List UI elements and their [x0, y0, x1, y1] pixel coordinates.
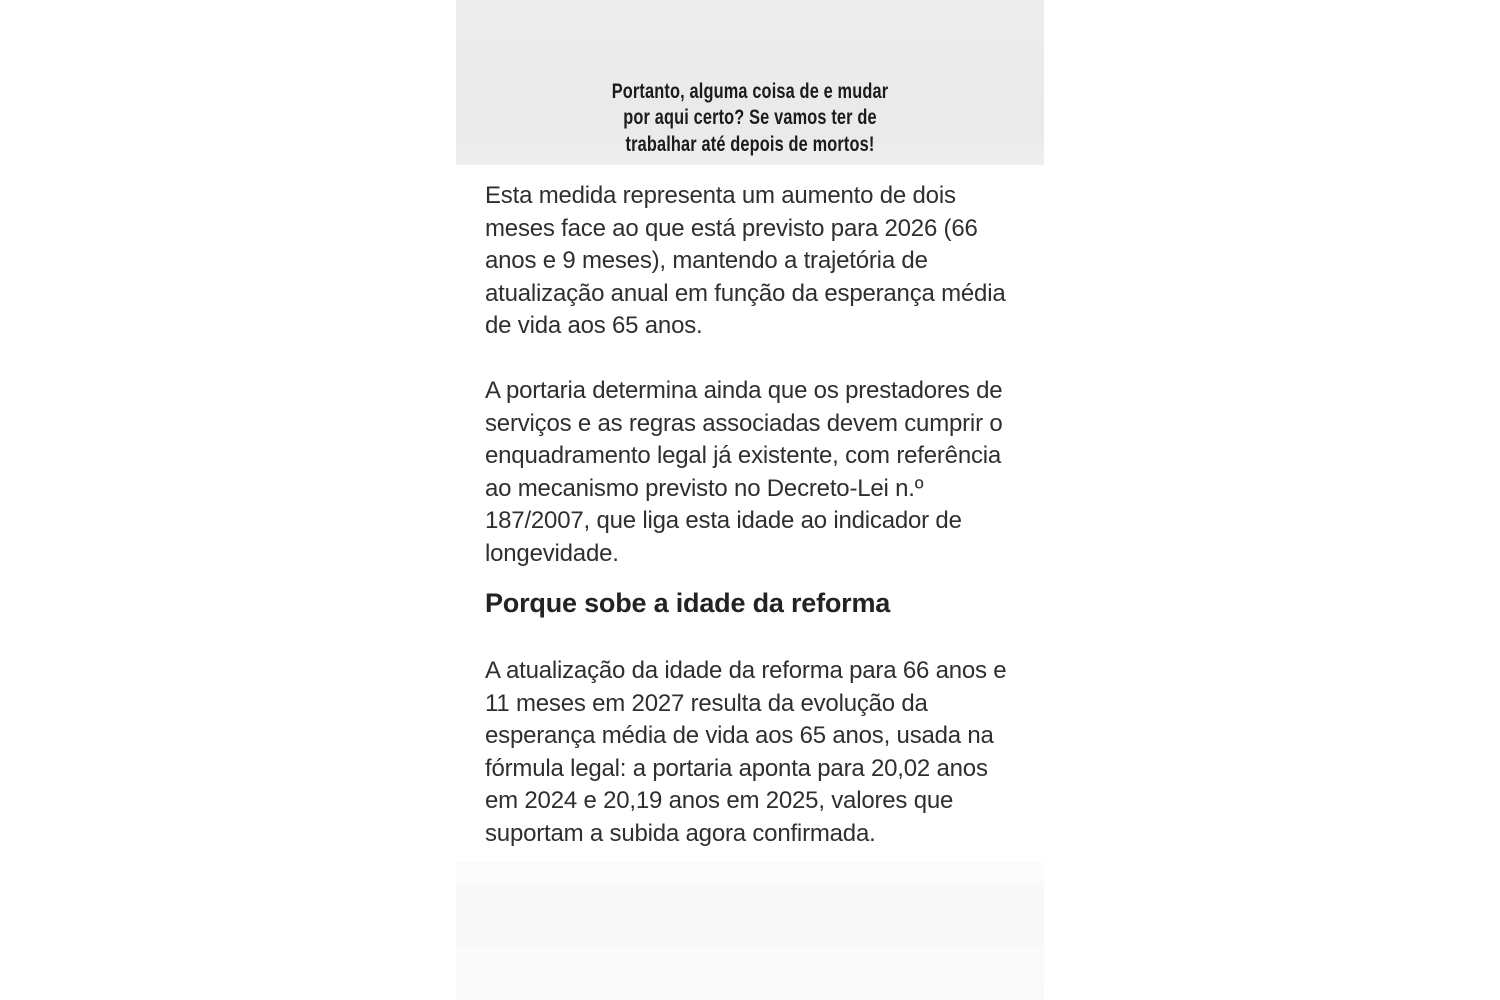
meme-caption-line: trabalhar até depois de mortos! [625, 131, 875, 156]
article-paragraph: Esta medida representa um aumento de dois meses face ao que está previsto para 2026 (66 anos e 9 meses), mantendo a trajetória de atualização anual em função da esperança média de vida aos 65 anos. [485, 182, 1006, 339]
article-column [456, 0, 1044, 1000]
loading-image-placeholder [456, 862, 1044, 1000]
meme-caption [527, 78, 974, 158]
story-caption-image [456, 0, 1044, 165]
article-body [456, 165, 1044, 883]
article-paragraph: A atualização da idade da reforma para 66 anos e 11 meses em 2027 resulta da evolução da esperança média de vida aos 65 anos, usada na fórmula legal: a portaria aponta para 20,02 anos em 2024 e 20,19 anos em 2025, valores que suportam a subida agora confirmada. [485, 657, 1007, 847]
meme-caption-line: por aqui certo? Se vamos ter de [623, 105, 877, 129]
section-heading: Porque sobe a idade da reforma [485, 588, 891, 618]
article-paragraph: A portaria determina ainda que os prestadores de serviços e as regras associadas devem cumprir o enquadramento legal já existente, com referência ao mecanismo previsto no Decreto-Lei n.º 187/2007, que liga esta idade ao indicador de longevidade. [485, 377, 1003, 567]
meme-caption-line: Portanto, alguma coisa de e mudar [611, 78, 889, 103]
